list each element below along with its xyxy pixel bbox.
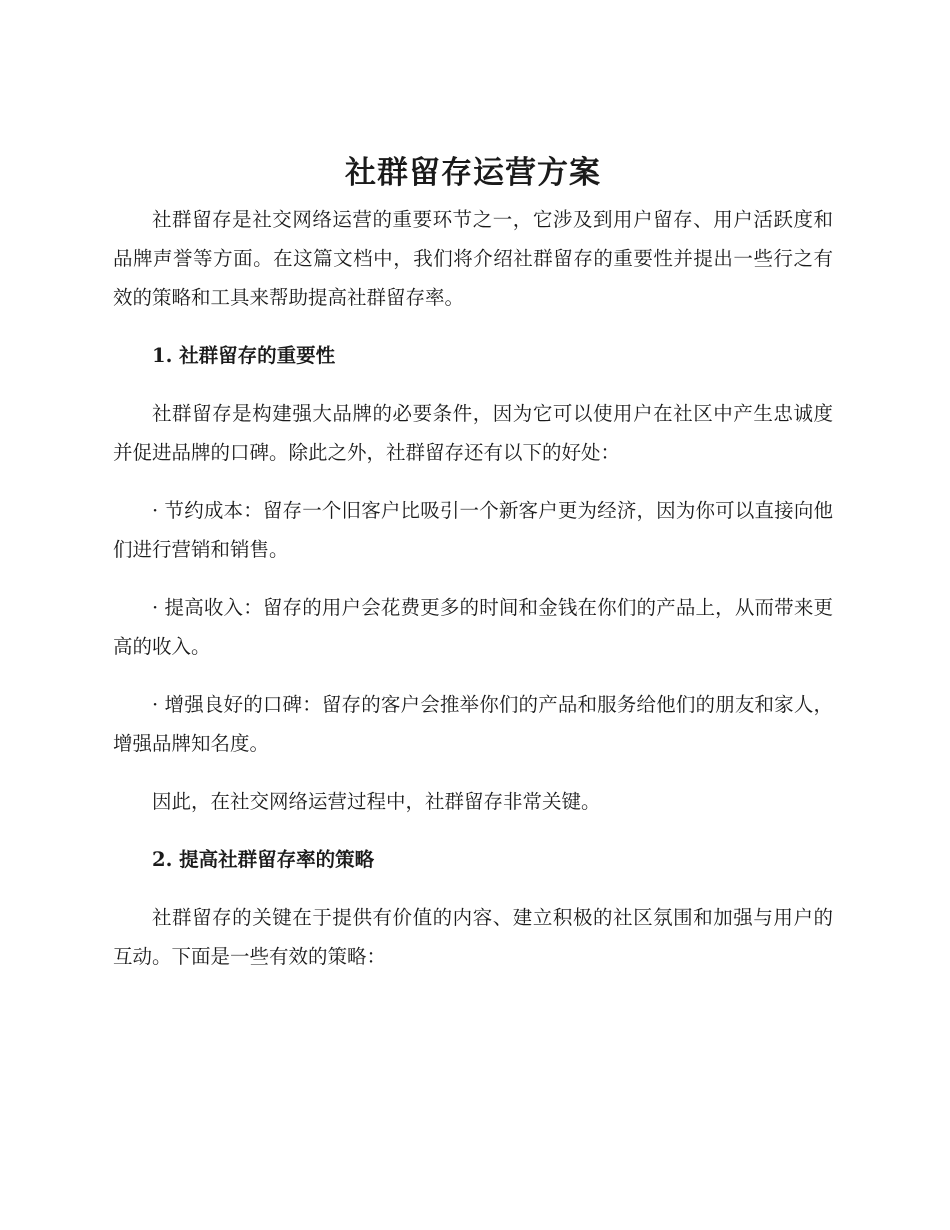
section-1-conclusion: 因此，在社交网络运营过程中，社群留存非常关键。 — [152, 790, 601, 813]
bullet-item-revenue: · 提高收入：留存的用户会花费更多的时间和金钱在你们的产品上，从而带来更高的收入。 — [113, 596, 833, 658]
section-2-heading: 2. 提高社群留存率的策略 — [152, 848, 375, 871]
bullet-item-cost: · 节约成本：留存一个旧客户比吸引一个新客户更为经济，因为你可以直接向他们进行营销和销售。 — [113, 499, 833, 561]
document-title: 社群留存运营方案 — [345, 155, 601, 191]
section-1-heading: 1. 社群留存的重要性 — [152, 344, 336, 367]
document-body — [113, 150, 833, 976]
section-1-paragraph: 社群留存是构建强大品牌的必要条件，因为它可以使用户在社区中产生忠诚度并促进品牌的口碑。除此之外，社群留存还有以下的好处： — [113, 402, 833, 464]
intro-paragraph: 社群留存是社交网络运营的重要环节之一，它涉及到用户留存、用户活跃度和品牌声誉等方面。在这篇文档中，我们将介绍社群留存的重要性并提出一些行之有效的策略和工具来帮助提高社群留存率。 — [113, 208, 833, 309]
section-2-paragraph: 社群留存的关键在于提供有价值的内容、建立积极的社区氛围和加强与用户的互动。下面是一些有效的策略： — [113, 906, 833, 968]
bullet-item-reputation: · 增强良好的口碑：留存的客户会推举你们的产品和服务给他们的朋友和家人，增强品牌知名度。 — [113, 693, 833, 755]
